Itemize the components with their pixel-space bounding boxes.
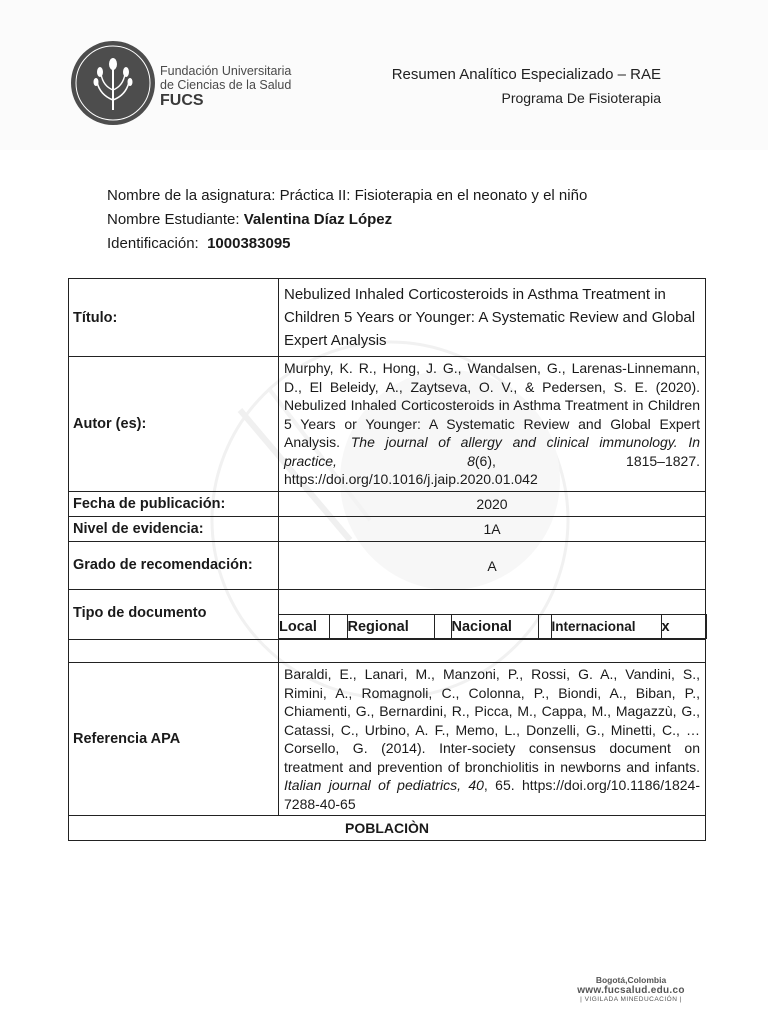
tipo-cell bbox=[279, 590, 706, 640]
autor-label: Autor (es): bbox=[69, 357, 279, 492]
rae-table bbox=[68, 278, 706, 841]
org-line-2: de Ciencias de la Salud bbox=[160, 78, 292, 92]
org-line-1: Fundación Universitaria bbox=[160, 64, 292, 78]
id-value: 1000383095 bbox=[207, 235, 291, 252]
student-value: Valentina Díaz López bbox=[243, 211, 393, 228]
footer-city: Bogotá,Colombia bbox=[595, 975, 667, 985]
ref-tail: , 65. https://doi.org/10.1186/1824-7288-40-65 bbox=[284, 777, 700, 812]
row-referencia bbox=[69, 663, 706, 816]
student-line bbox=[107, 211, 392, 228]
ref-volume: 40 bbox=[468, 777, 484, 793]
tipo-label: Tipo de documento bbox=[69, 590, 279, 640]
subject-label: Nombre de la asignatura: bbox=[107, 187, 276, 204]
grado-value: A bbox=[279, 542, 706, 590]
ref-label: Referencia APA bbox=[69, 663, 279, 816]
fecha-value: 2020 bbox=[279, 492, 706, 517]
ref-text: Baraldi, E., Lanari, M., Manzoni, P., Rossi, G. A., Vandini, S., Rimini, A., Romagnoli, C., Colonna, P., Biondi, A., Biban, P., Chiamenti, G., Bernardini, R., Picca, M., Cappa, M., Magazzù, G., Catassi, C., Urbino, A. F., Memo, L., Donzelli, G., Minetti, C., … Corsello, G. (2014). Inter-society consensus document on treatment and prevention of bronchiolitis in newborns and infants. bbox=[284, 666, 700, 775]
tipo-internacional-mark: x bbox=[661, 615, 706, 639]
subject-line bbox=[107, 187, 587, 204]
autor-tail: (6), 1815–1827. https://doi.org/10.1016/j.jaip.2020.01.042 bbox=[284, 452, 700, 488]
empty-value bbox=[279, 640, 706, 663]
tipo-regional: Regional bbox=[347, 615, 434, 639]
empty-label bbox=[69, 640, 279, 663]
program-name: Programa De Fisioterapia bbox=[501, 90, 661, 106]
autor-volume: 8 bbox=[467, 452, 475, 469]
tipo-nacional: Nacional bbox=[451, 615, 538, 639]
id-line bbox=[107, 235, 291, 252]
tipo-options bbox=[279, 614, 707, 639]
autor-text: Murphy, K. R., Hong, J. G., Wandalsen, G., Larenas-Linnemann, D., El Beleidy, A., Zaytseva, O. V., & Pedersen, S. E. (2020). Nebulized Inhaled Corticosteroids in Asthma Treatment in Children 5 Years or Younger: A Systematic Review and Global Expert Analysis. bbox=[284, 360, 700, 451]
fecha-label: Fecha de publicación: bbox=[69, 492, 279, 517]
poblacion-heading: POBLACIÒN bbox=[69, 816, 706, 841]
row-tipo bbox=[69, 590, 706, 640]
document-title: Resumen Analítico Especializado – RAE bbox=[391, 66, 661, 83]
footer-url[interactable]: www.fucsalud.edu.co bbox=[577, 985, 685, 996]
tipo-local-mark bbox=[329, 615, 347, 639]
tipo-nacional-mark bbox=[538, 615, 551, 639]
row-empty bbox=[69, 640, 706, 663]
row-autor bbox=[69, 357, 706, 492]
autor-journal: The journal of allergy and clinical immunology. In practice, bbox=[284, 434, 701, 469]
titulo-value: Nebulized Inhaled Corticosteroids in Asthma Treatment in Children 5 Years or Younger: A Systematic Review and Global Expert Analysis bbox=[279, 279, 706, 357]
tipo-internacional: Internacional bbox=[551, 615, 661, 639]
id-label: Identificación: bbox=[107, 235, 199, 252]
autor-value bbox=[279, 357, 706, 492]
row-grado bbox=[69, 542, 706, 590]
row-poblacion bbox=[69, 816, 706, 841]
grado-label: Grado de recomendación: bbox=[69, 542, 279, 590]
ref-value bbox=[279, 663, 706, 816]
fucs-logo-icon bbox=[70, 40, 156, 126]
footer-vigilada: | VIGILADA MINEDUCACIÓN | bbox=[580, 996, 682, 1003]
ref-journal: Italian journal of pediatrics, bbox=[284, 777, 461, 793]
nivel-value: 1A bbox=[279, 517, 706, 542]
org-acronym: FUCS bbox=[160, 92, 204, 109]
row-titulo bbox=[69, 279, 706, 357]
student-label: Nombre Estudiante: bbox=[107, 211, 240, 228]
subject-value: Práctica II: Fisioterapia en el neonato y el niño bbox=[279, 187, 588, 204]
tipo-local: Local bbox=[279, 615, 329, 639]
titulo-label: Título: bbox=[69, 279, 279, 357]
org-name bbox=[160, 64, 291, 110]
footer bbox=[565, 975, 697, 1003]
nivel-label: Nivel de evidencia: bbox=[69, 517, 279, 542]
tipo-regional-mark bbox=[434, 615, 451, 639]
row-nivel bbox=[69, 517, 706, 542]
row-fecha bbox=[69, 492, 706, 517]
